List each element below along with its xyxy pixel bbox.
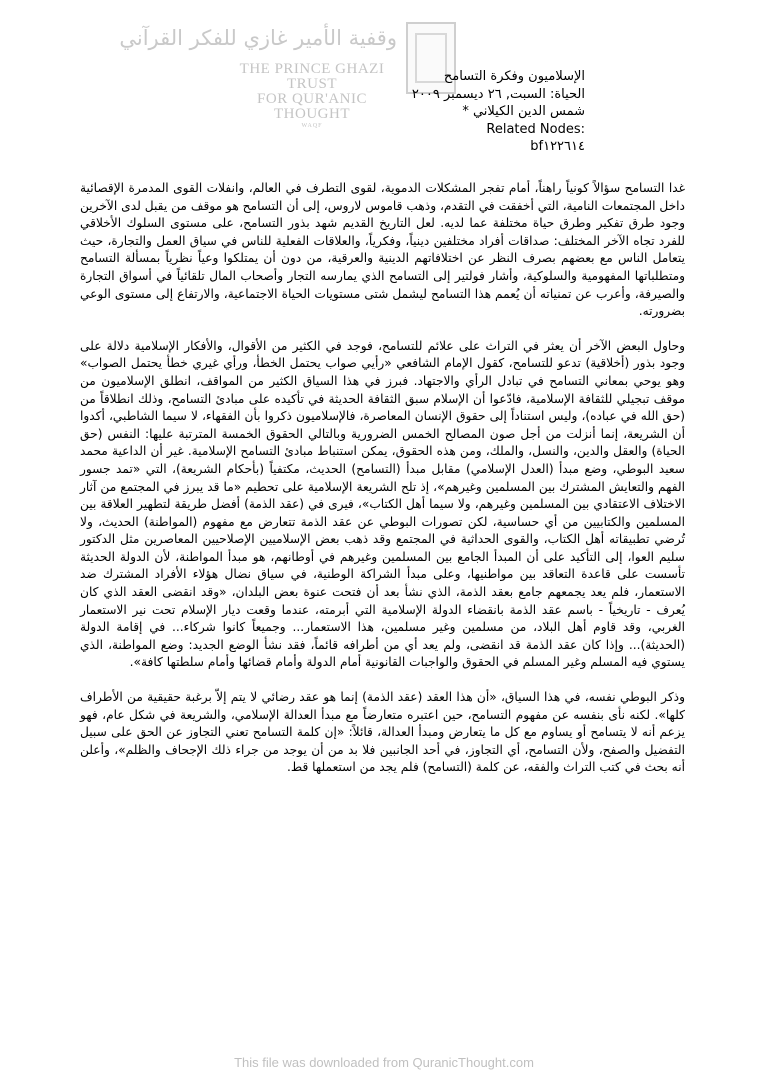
paragraph-1: غدا التسامح سؤالاً كونياً راهناً، أمام تفجر المشكلات الدموية، لقوى التطرف في العالم، وانفلات القوى المدمرة الإقصائية داخل المجتمعات النامية، التي أخفقت في التقدم، وذهب قاموس لاروس، إلى أن التسامح هو موقف من يقبل لدى الآخرين وجود طرق تفكير وطرق حياة مختلفة عما لديه. لعل التاريخ القديم شهد بذور التسامح، على مستوى السلوك الأخلاقي للفرد تجاه الآخر المختلف: صداقات أفراد مختلفين دينياً، وفكرياً، والعلاقات الفعلية للناس في سياق العمل والتجارة، حيث يتعامل الناس مع بعضهم بصرف النظر عن اختلافاتهم الدينية والعرقية، من دون أن يمتلكوا وعياً نظرياً بمسألة التسامح ومتطلباتها المفهومية والسلوكية، وأشار فولتير إلى التسامح الذي يمارسه التجار وأصحاب المال تلقائياً في أسواق التجارة والصيرفة، وأعرب عن تمنياته أن يُعمم هذا التسامح ليشمل شتى مستويات الحياة الاجتماعية، والارتفاع إلى مستوى الوعي بضرورته. <box>80 181 685 319</box>
logo-arabic-calligraphy: وقفية الأمير غازي للفكر القرآني <box>119 26 397 50</box>
paragraph-2: وحاول البعض الآخر أن يعثر في التراث على علائم للتسامح، فوجد في الكثير من الأقوال، والأفكار الإسلامية دلالة على وجود بذور (أخلاقية) تدعو للتسامح، كقول الإمام الشافعي «رأيي صواب يحتمل الخطأ، ورأي غيري خطأ يحتمل الصواب» وهو يوحي بمعاني التسامح في تبادل الرأي والاجتهاد. فبرز في هذا السياق الكثير من المواقف، انطلق الإسلاميون من موقف تبجيلي للثقافة الإسلامية، فادّعوا أن الإسلام سبق الثقافة الحديثة في تأكيده على مبادئ التسامح، وذلك انطلاقاً من (حق الله في عباده)، وليس استناداً إلى حقوق الإنسان المعاصرة، فالإسلاميون ذكروا بأن الفقهاء، لا سيما الشاطبي، أكدوا أن الشريعة، إنما أنزلت من أجل صون المصالح الخمس الضرورية وبالتالي الحقوق الخمسة المترتبة عليها: النفس (حق الحياة) والعقل والدين، والنسل، والملك، ومن هذه الحقوق، يمكن استنباط مبادئ التسامح الإسلامية. غير أن الداعية محمد سعيد البوطي، وضع مبدأ (العدل الإسلامي) مقابل مبدأ (التسامح) الحديث، مكتفياً (بأحكام الشريعة)، التي «تمد جسور الفهم والتعايش المشترك بين المسلمين وغيرهم»، إذ تلح الشريعة الإسلامية على تحطيم «ما قد يبرز في المجتمع من آثار الاختلاف الاعتقادي بين المسلمين وغيرهم، ولا سيما أهل الكتاب»، فيرى في (عقد الذمة) أفضل طريقة لتطهير العلاقة بين المسلمين والكتابيين من أي حساسية، لكن تصورات البوطي عن عقد الذمة تتعارض مع مفهوم (المواطنة) الحديث، ولا تُرضي تطبيقاته أهل الكتاب، والقوى الحداثية في المجتمع وقد ذهب بعض الإسلاميين الإصلاحيين المعاصرين مثل الدكتور سليم العوا، إلى التأكيد على أن المبدأ الجامع بين المسلمين وغيرهم في أوطانهم، هو مبدأ المواطنة، لأن الدولة الحديثة تأسست على قاعدة التعاقد بين مواطنيها، وعلى مبدأ الشراكة الوطنية، في سياق نضال هؤلاء الأفراد المشترك ضد الاستعمار، فلم يعد يجمعهم جامع بعقد الذمة، الذي نشأ بعد أن فتحت عنوة بعض البلدان، «وقد انقضى العقد الذي كان يُعرف - تاريخياً - باسم عقد الذمة بانقضاء الدولة الإسلامية التي أبرمته، عندما وقعت ديار الإسلام تحت نير الاستعمار الغربي، وقد قاوم أهل البلاد، من مسلمين وغير مسلمين، هذا الاستعمار... وجميعاً كانوا شركاء... في إقامة الدولة (الحديثة)... وإذا كان عقد الذمة قد انقضى، ولم يعد أي من أطرافه قائماً، فقد نشأ الوضع الجديد: وضع المواطنة، الذي يستوي فيه المسلم وغير المسلم في الحقوق والواجبات القانونية أمام الدولة وأمام قضائها وأمام سلطتها كافة». <box>80 338 685 670</box>
logo-english-small: WAQF <box>301 123 323 129</box>
logo-english-line1: THE PRINCE GHAZI TRUST <box>239 61 385 92</box>
article-author: شمس الدين الكيلاني * <box>462 104 585 119</box>
article-title: الإسلاميون وفكرة التسامح <box>443 69 585 84</box>
article-source: الحياة: السبت, ٢٦ ديسمبر ٢٠٠٩ <box>411 86 585 102</box>
related-nodes-label: Related Nodes: <box>486 121 585 137</box>
download-footer: This file was downloaded from QuranicThought.com <box>234 1055 534 1070</box>
paragraph-3: وذكر البوطي نفسه، في هذا السياق، «أن هذا العقد (عقد الذمة) إنما هو عقد رضائي لا يتم إلاّ برغبة حقيقية من الأطراف كلها». لكنه نأى بنفسه عن مفهوم التسامح، حين اعتبره متعارضاً مع مبدأ العدالة الإسلامي، والشريعة في شكل عام، فهو يزعم أنه لا يتسامح أو يساوم مع كل ما يتعارض ومبدأ العدالة، قائلاً: «إن كلمة التسامح تعني التجاوز عن الحق على سبيل التفضيل والصفح، ولأن التسامح، أي التجاوز، في أحد الجانبين فلا بد من أن يوجد من جراء ذلك الإجحاف والظلم»، وأعلن أنه بحث في كتب التراث والفقه، عن كلمة (التسامح) فلم يجد من استعملها قط. <box>80 690 685 775</box>
node-id: bf١٢٢٦١٤ <box>530 139 585 154</box>
logo-english-line2: FOR QUR'ANIC THOUGHT <box>257 91 367 122</box>
article-header <box>325 68 585 156</box>
article-body <box>80 180 685 794</box>
